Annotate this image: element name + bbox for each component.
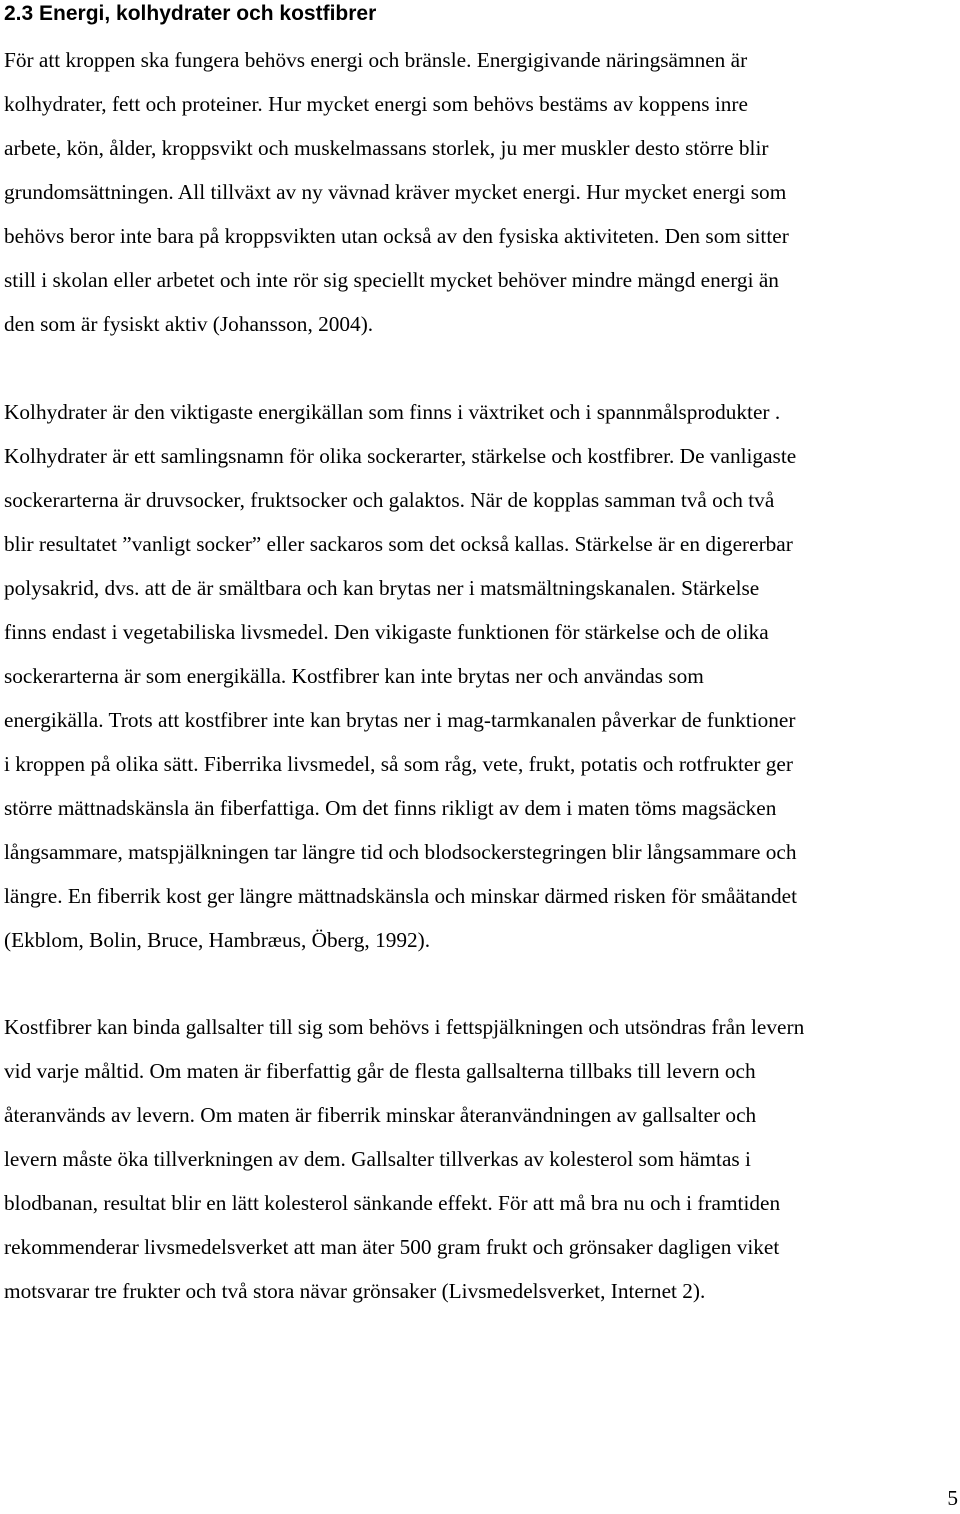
- page-number: 5: [947, 1486, 958, 1510]
- text-line: still i skolan eller arbetet och inte rör sig speciellt mycket behöver mindre mängd energi än: [4, 268, 779, 292]
- text-line: För att kroppen ska fungera behövs energi och bränsle. Energigivande näringsämnen är: [4, 48, 748, 72]
- text-line: i kroppen på olika sätt. Fiberrika livsmedel, så som råg, vete, frukt, potatis och rotfrukter ger: [4, 752, 793, 776]
- text-line: vid varje måltid. Om maten är fiberfattig går de flesta gallsalterna tillbaks till levern och: [4, 1059, 756, 1083]
- text-line: långsammare, matspjälkningen tar längre tid och blodsockerstegringen blir långsammare och: [4, 840, 797, 864]
- text-line: behövs beror inte bara på kroppsvikten utan också av den fysiska aktiviteten. Den som sitter: [4, 224, 789, 248]
- text-line: rekommenderar livsmedelsverket att man äter 500 gram frukt och grönsaker dagligen viket: [4, 1235, 780, 1259]
- text-line: levern måste öka tillverkningen av dem. Gallsalter tillverkas av kolesterol som hämtas i: [4, 1147, 751, 1171]
- text-line: arbete, kön, ålder, kroppsvikt och muskelmassans storlek, ju mer muskler desto större blir: [4, 136, 769, 160]
- text-line: längre. En fiberrik kost ger längre mättnadskänsla och minskar därmed risken för småätandet: [4, 884, 798, 908]
- text-line: sockerarterna är som energikälla. Kostfibrer kan inte brytas ner och användas som: [4, 664, 704, 688]
- text-line: Kolhydrater är den viktigaste energikällan som finns i växtriket och i spannmålsprodukter .: [4, 400, 781, 424]
- text-line: större mättnadskänsla än fiberfattiga. Om det finns rikligt av dem i maten töms magsäcken: [4, 796, 777, 820]
- text-line: kolhydrater, fett och proteiner. Hur mycket energi som behövs bestäms av koppens inre: [4, 92, 748, 116]
- text-line: motsvarar tre frukter och två stora nävar grönsaker (Livsmedelsverket, Internet 2).: [4, 1279, 706, 1303]
- text-line: energikälla. Trots att kostfibrer inte kan brytas ner i mag-tarmkanalen påverkar de funktioner: [4, 708, 796, 732]
- text-line: blir resultatet ”vanligt socker” eller sackaros som det också kallas. Stärkelse är en digererbar: [4, 532, 793, 556]
- text-line: finns endast i vegetabiliska livsmedel. Den vikigaste funktionen för stärkelse och de olika: [4, 620, 769, 644]
- text-line: grundomsättningen. All tillväxt av ny vävnad kräver mycket energi. Hur mycket energi som: [4, 180, 787, 204]
- text-line: (Ekblom, Bolin, Bruce, Hambræus, Öberg, 1992).: [4, 928, 431, 952]
- text-line: återanvänds av levern. Om maten är fiberrik minskar återanvändningen av gallsalter och: [4, 1103, 757, 1127]
- text-line: den som är fysiskt aktiv (Johansson, 2004).: [4, 312, 374, 336]
- text-line: polysakrid, dvs. att de är smältbara och kan brytas ner i matsmältningskanalen. Stärkelse: [4, 576, 760, 600]
- paragraph-energy: [4, 38, 960, 346]
- text-line: blodbanan, resultat blir en lätt kolesterol sänkande effekt. För att må bra nu och i framtiden: [4, 1191, 781, 1215]
- paragraph-dietary-fiber: [4, 1005, 960, 1313]
- text-line: Kostfibrer kan binda gallsalter till sig som behövs i fettspjälkningen och utsöndras från levern: [4, 1015, 805, 1039]
- text-line: sockerarterna är druvsocker, fruktsocker och galaktos. När de kopplas samman två och två: [4, 488, 775, 512]
- text-line: Kolhydrater är ett samlingsnamn för olika sockerarter, stärkelse och kostfibrer. De vanligaste: [4, 444, 797, 468]
- section-heading: 2.3 Energi, kolhydrater och kostfibrer: [4, 2, 377, 25]
- paragraph-carbohydrates: [4, 390, 960, 962]
